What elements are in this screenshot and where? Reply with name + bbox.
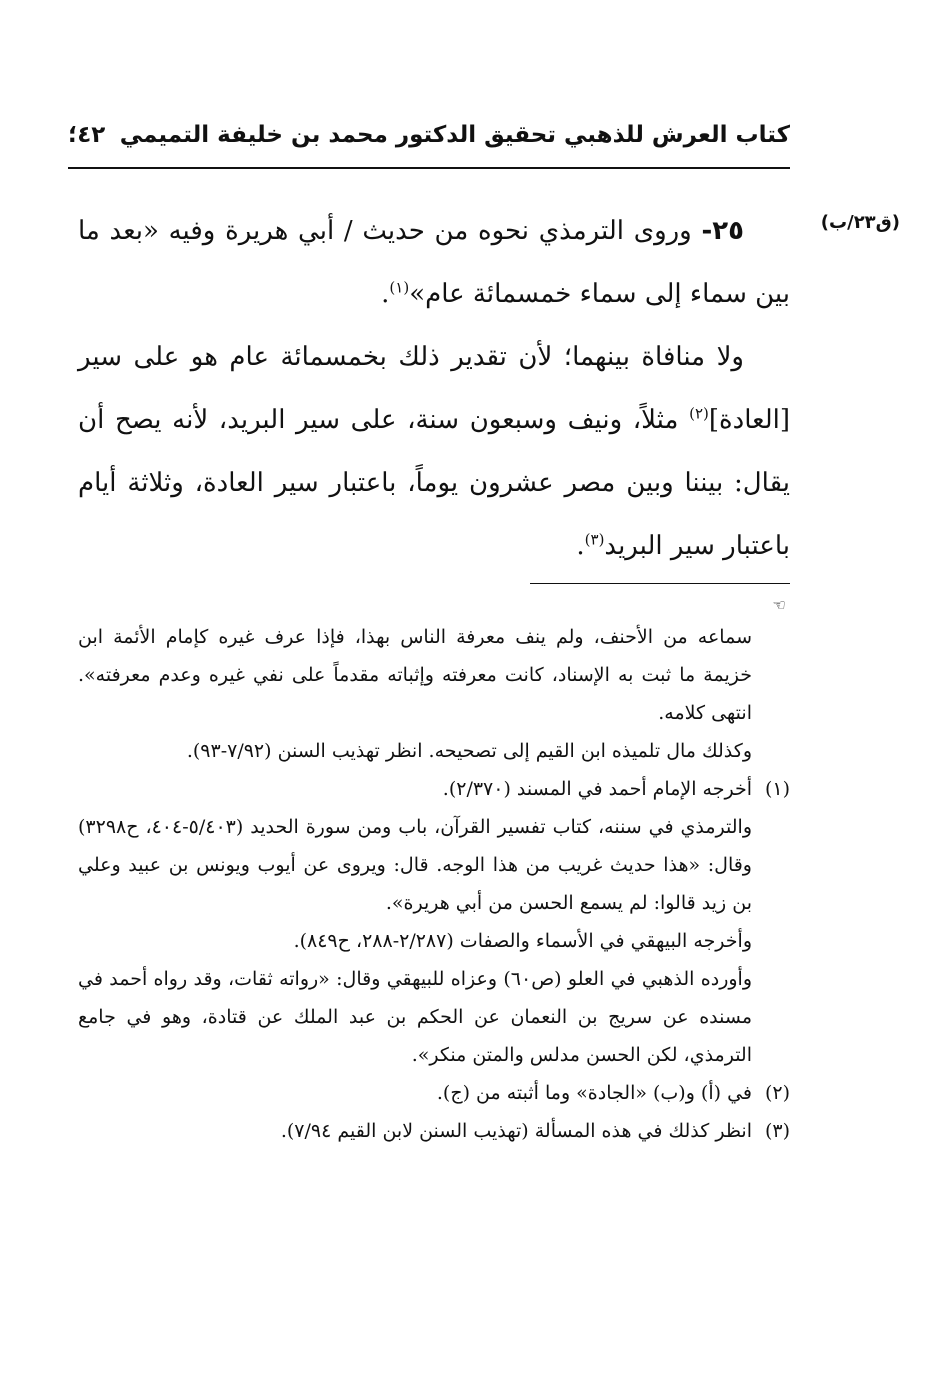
footnote-ref-2: (٢): [689, 404, 709, 423]
paragraph-end: .: [381, 279, 390, 309]
paragraph-text: مثلاً، ونيف وسبعون سنة، على سير البريد، لأنه يصح أن يقال: بيننا وبين مصر عشرون يوماً، باعتبار سير العادة، وثلاثة أيام باعتبار سير البريد: [78, 405, 790, 561]
paragraph-end: .: [576, 531, 585, 561]
footnotes: [78, 618, 790, 1150]
paragraph-25: [78, 200, 790, 326]
footnote-continuation: سماعه من الأحنف، ولم ينف معرفة الناس بهذا، فإذا عرف غيره كإمام الأئمة ابن خزيمة ما ثبت به الإسناد، كانت معرفته وإثباته مقدماً على نفي غيره وعدم معرفته». انتهى كلامه.: [78, 626, 752, 724]
running-title: كتاب العرش للذهبي تحقيق الدكتور محمد بن خليفة التميمي: [119, 122, 790, 148]
footnote-1-paragraph: وأورده الذهبي في العلو (ص٦٠) وعزاه للبيهقي وقال: «رواته ثقات، وقد رواه أحمد في مسنده عن سريج بن النعمان عن الحكم بن عبد الملك عن قتادة، وهو في جامع الترمذي، لكن الحسن مدلس والمتن منكر».: [78, 968, 752, 1066]
continuation-hand-icon: ☜: [772, 596, 786, 614]
footnote-text: انظر كذلك في هذه المسألة (تهذيب السنن لابن القيم ٧/٩٤).: [280, 1120, 752, 1142]
footnote-number: (٢): [764, 1082, 790, 1104]
footnote-1-paragraph: والترمذي في سننه، كتاب تفسير القرآن، باب ومن سورة الحديد (٥/٤٠٣-٤٠٤، ح٣٢٩٨) وقال: «هذا حديث غريب من هذا الوجه. قال: ويروى عن أيوب ويونس بن عبيد وعلي بن زيد قالوا: لم يسمع الحسن من أبي هريرة».: [78, 816, 752, 914]
main-text: [78, 200, 790, 578]
footnote-3: [78, 1112, 790, 1150]
footnote-ref-3: (٣): [584, 530, 605, 549]
footnote-divider: [530, 583, 790, 584]
footnote-continuation: وكذلك مال تلميذه ابن القيم إلى تصحيحه. انظر تهذيب السنن (٧/٩٢-٩٣).: [186, 740, 752, 762]
item-number: ٢٥-: [701, 216, 744, 246]
footnote-text: في (أ) و(ب) «الجادة» وما أثبته من (ج).: [436, 1082, 752, 1104]
paragraph-text: ولا منافاة بينهما؛ لأن تقدير ذلك بخمسمائة عام هو على سير [العادة]: [78, 342, 790, 435]
manuscript-folio-note: (ق٢٣/ب): [820, 212, 900, 233]
page-header: [68, 122, 790, 162]
paragraph-text: وروى الترمذي نحوه من حديث / أبي هريرة وفيه «بعد ما بين سماء إلى سماء خمسمائة عام»: [78, 216, 790, 309]
header-rule: [68, 167, 790, 169]
paragraph-explanation: [78, 326, 790, 578]
footnote-number: (٣): [764, 1120, 790, 1142]
page-number: ٤٢؛: [68, 122, 106, 148]
footnote-ref-1: (١): [389, 278, 410, 297]
footnote-number: (١): [764, 778, 790, 800]
footnote-text: أخرجه الإمام أحمد في المسند (٢/٣٧٠).: [442, 778, 752, 800]
footnote-1: [78, 770, 790, 808]
footnote-1-paragraph: وأخرجه البيهقي في الأسماء والصفات (٢/٢٨٧-٢٨٨، ح٨٤٩).: [293, 930, 752, 952]
footnote-2: [78, 1074, 790, 1112]
